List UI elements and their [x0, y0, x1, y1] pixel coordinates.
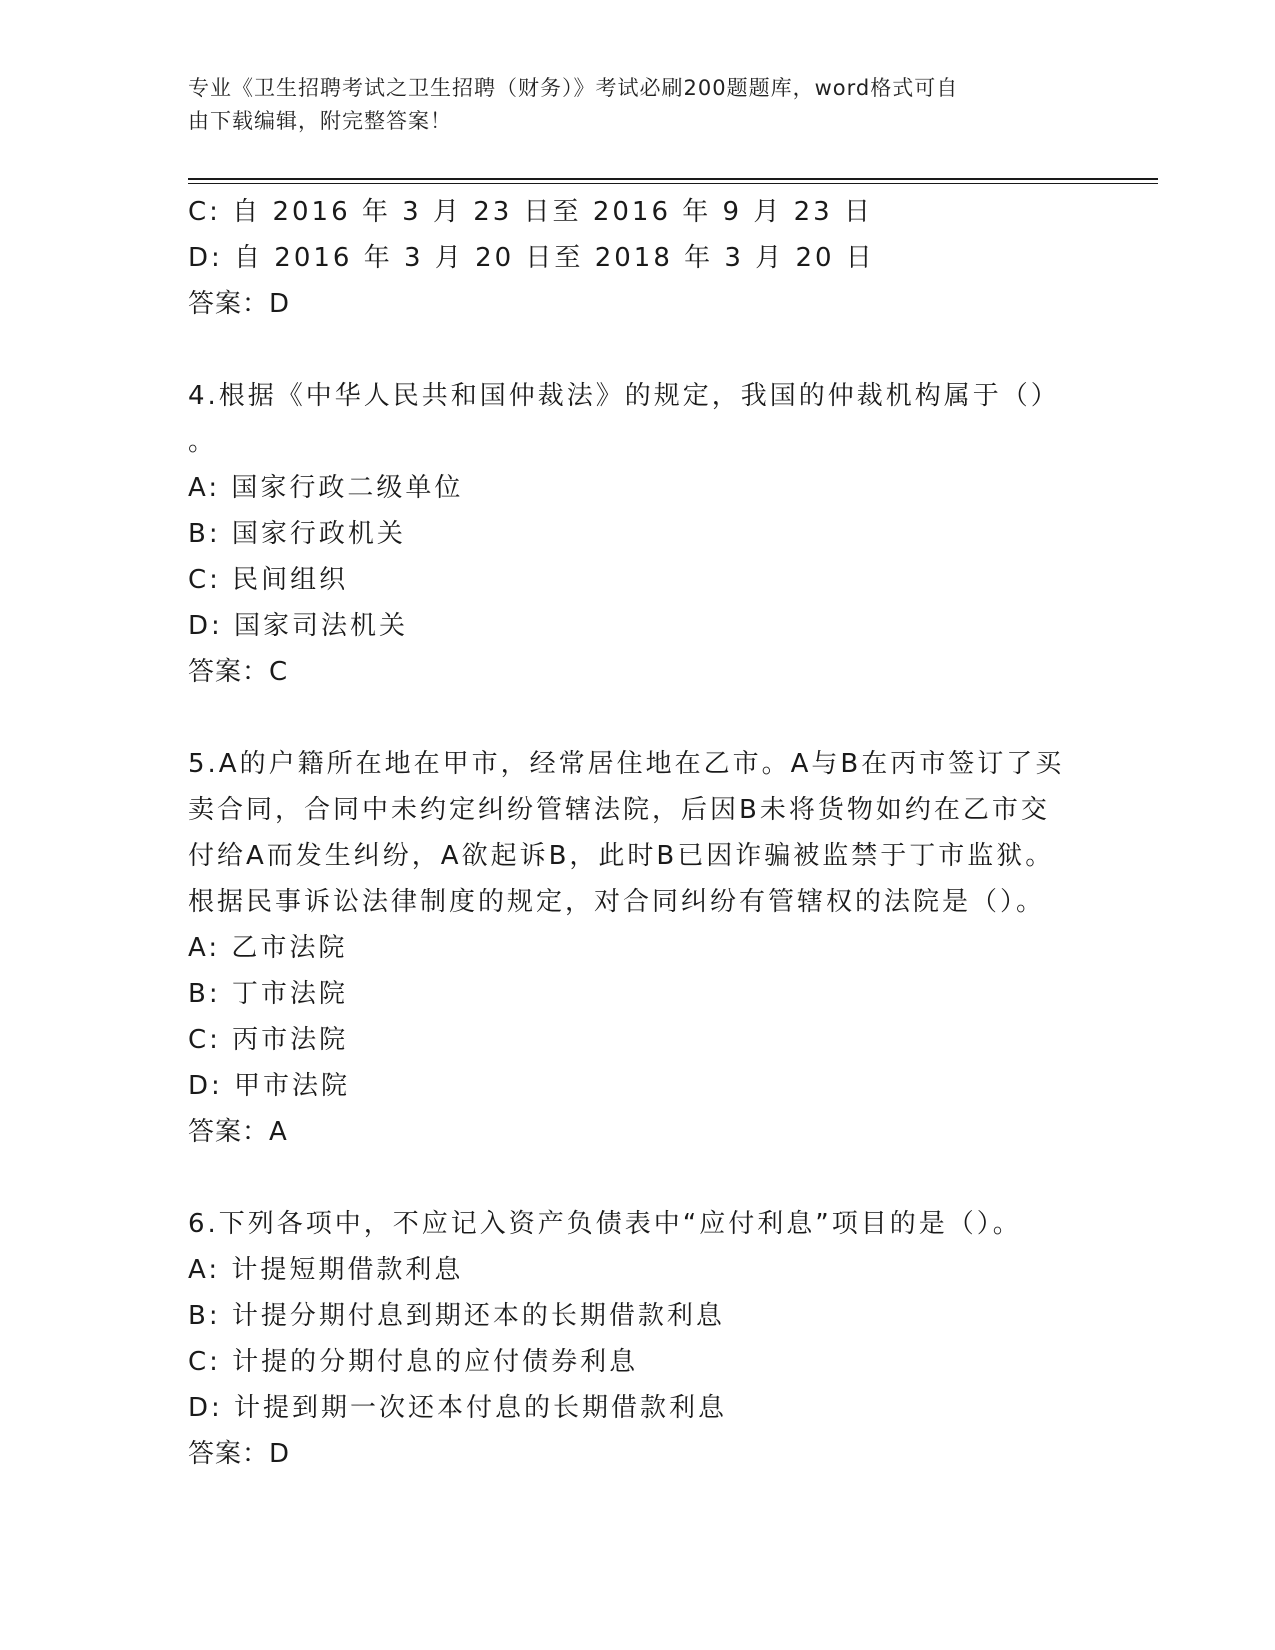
question-4	[188, 373, 1158, 695]
question-6	[188, 1201, 1158, 1477]
header-divider-thin	[188, 183, 1158, 184]
option-d: D: 计提到期一次还本付息的长期借款利息	[188, 1393, 728, 1423]
question-stem-line: 6.下列各项中，不应记入资产负债表中“应付利息”项目的是（）。	[188, 1209, 1022, 1239]
spacer	[188, 327, 1158, 373]
question-stem-line: 。	[188, 427, 218, 457]
question-list	[188, 189, 1158, 1477]
option-c: C: 计提的分期付息的应付债券利息	[188, 1347, 639, 1377]
spacer	[188, 695, 1158, 741]
option-a: A: 计提短期借款利息	[188, 1255, 464, 1285]
spacer	[188, 1155, 1158, 1201]
option-b: B: 计提分期付息到期还本的长期借款利息	[188, 1301, 725, 1331]
option-d: D: 甲市法院	[188, 1071, 351, 1101]
answer-line: 答案：D	[188, 289, 291, 319]
question-stem-line: 5.A的户籍所在地在甲市，经常居住地在乙市。A与B在丙市签订了买	[188, 749, 1065, 779]
question-3-continuation	[188, 189, 1158, 327]
answer-line: 答案：A	[188, 1117, 288, 1147]
question-stem-line: 根据民事诉讼法律制度的规定，对合同纠纷有管辖权的法院是（）。	[188, 887, 1046, 917]
option-d: D: 国家司法机关	[188, 611, 409, 641]
answer-line: 答案：C	[188, 657, 289, 687]
question-stem-line: 付给A而发生纠纷，A欲起诉B，此时B已因诈骗被监禁于丁市监狱。	[188, 841, 1055, 871]
option-b: B: 国家行政机关	[188, 519, 406, 549]
option-a: A: 乙市法院	[188, 933, 348, 963]
option-c: C: 自 2016 年 3 月 23 日至 2016 年 9 月 23 日	[188, 197, 873, 227]
header-title-line-2: 由下载编辑，附完整答案！	[188, 109, 452, 133]
option-b: B: 丁市法院	[188, 979, 348, 1009]
answer-line: 答案：D	[188, 1439, 291, 1469]
document-header	[188, 72, 1078, 138]
question-5	[188, 741, 1158, 1155]
question-stem-line: 卖合同，合同中未约定纠纷管辖法院，后因B未将货物如约在乙市交	[188, 795, 1050, 825]
option-a: A: 国家行政二级单位	[188, 473, 464, 503]
option-c: C: 民间组织	[188, 565, 349, 595]
header-title-line-1: 专业《卫生招聘考试之卫生招聘（财务）》考试必刷200题题库，word格式可自	[188, 76, 959, 100]
header-divider-thick	[188, 178, 1158, 180]
option-c: C: 丙市法院	[188, 1025, 349, 1055]
question-stem-line: 4.根据《中华人民共和国仲裁法》的规定，我国的仲裁机构属于（）	[188, 381, 1060, 411]
option-d: D: 自 2016 年 3 月 20 日至 2018 年 3 月 20 日	[188, 243, 875, 273]
